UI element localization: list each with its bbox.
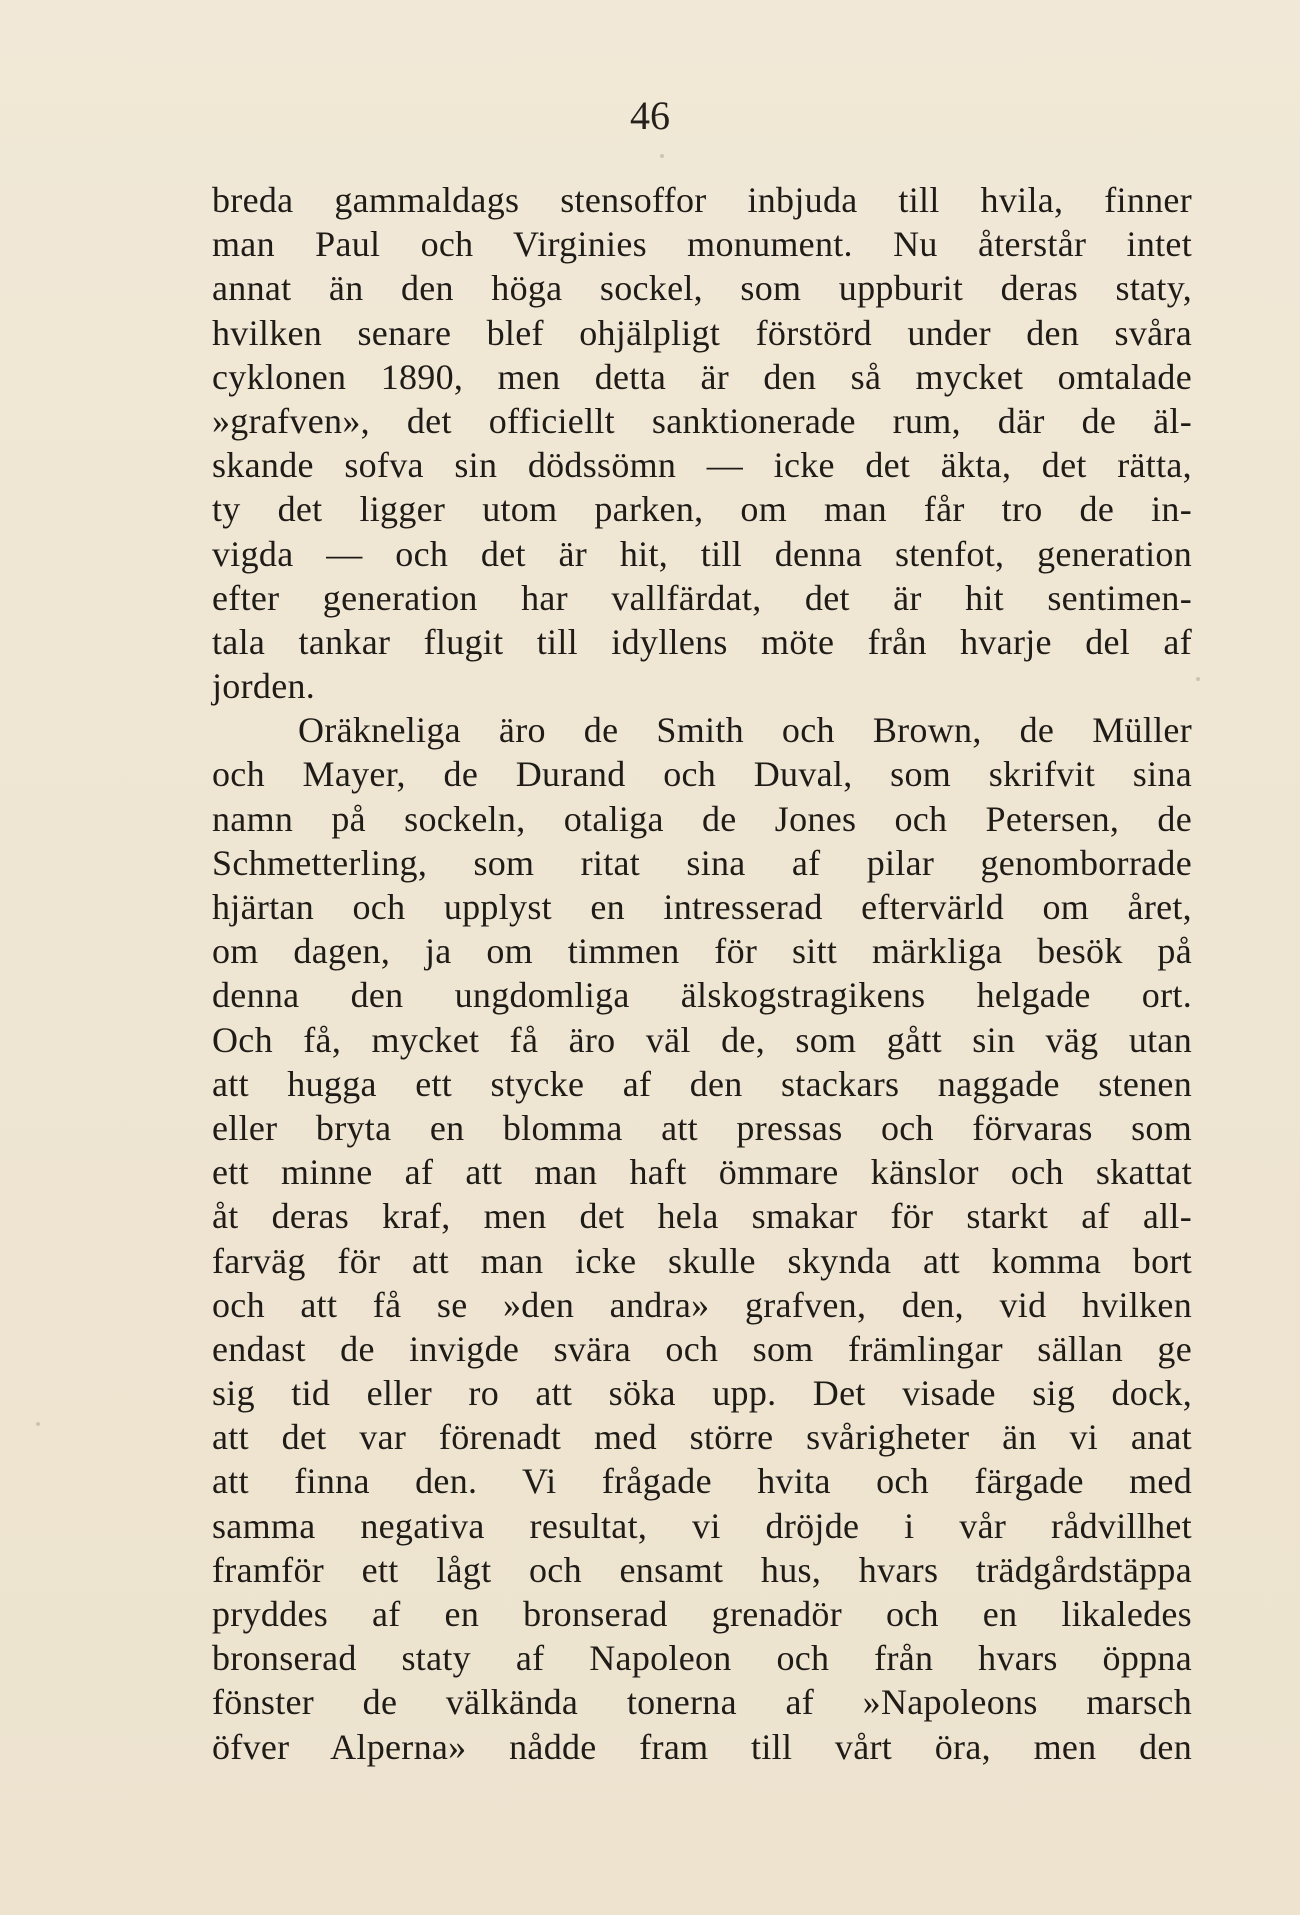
text-line: bronserad staty af Napoleon och från hvars öppna (212, 1638, 1192, 1679)
text-line: att hugga ett stycke af den stackars naggade stenen (212, 1063, 1192, 1104)
page-number: 46 (630, 93, 670, 138)
text-line: ett minne af att man haft ömmare känslor och skattat (212, 1152, 1192, 1193)
text-line: annat än den höga sockel, som uppburit deras staty, (212, 268, 1192, 309)
text-line: hjärtan och upplyst en intresserad eftervärld om året, (212, 887, 1192, 927)
text-line: och att få se »den andra» grafven, den, vid hvilken (212, 1284, 1192, 1325)
text-line: endast de invigde svära och som främlingar sällan ge (212, 1328, 1192, 1369)
paper-fleck (660, 154, 664, 158)
paper-fleck (36, 1422, 40, 1426)
text-line: fönster de välkända tonerna af »Napoleons marsch (212, 1682, 1192, 1723)
text-line: pryddes af en bronserad grenadör och en likaledes (212, 1594, 1192, 1634)
text-line: om dagen, ja om timmen för sitt märkliga besök på (212, 931, 1192, 972)
text-line: jorden. (212, 666, 316, 707)
text-line: farväg för att man icke skulle skynda att komma bort (212, 1240, 1192, 1281)
text-line: Schmetterling, som ritat sina af pilar genomborrade (212, 842, 1192, 883)
paper-fleck (1196, 677, 1200, 681)
text-line: tala tankar flugit till idyllens möte från hvarje del af (212, 621, 1192, 662)
text-line: man Paul och Virginies monument. Nu återstår intet (212, 224, 1192, 265)
text-line: Och få, mycket få äro väl de, som gått sin väg utan (212, 1019, 1192, 1060)
text-line: cyklonen 1890, men detta är den så mycket omtalade (212, 356, 1192, 397)
text-line: efter generation har vallfärdat, det är hit sentimen- (212, 577, 1192, 618)
text-line: öfver Alperna» nådde fram till vårt öra, men den (212, 1726, 1192, 1767)
text-line: samma negativa resultat, vi dröjde i vår rådvillhet (212, 1505, 1192, 1546)
text-line: ty det ligger utom parken, om man får tro de in- (212, 489, 1192, 530)
text-line: och Mayer, de Durand och Duval, som skrifvit sina (212, 754, 1192, 795)
text-line: breda gammaldags stensoffor inbjuda till hvila, finner (212, 180, 1192, 220)
text-line: hvilken senare blef ohjälpligt förstörd under den svåra (212, 312, 1192, 353)
text-line: att finna den. Vi frågade hvita och färgade med (212, 1461, 1192, 1502)
body-text (212, 178, 1192, 1769)
text-line: skande sofva sin dödssömn — icke det äkta, det rätta, (212, 445, 1192, 486)
text-line: sig tid eller ro att söka upp. Det visade sig dock, (212, 1373, 1192, 1414)
text-line: Oräkneliga äro de Smith och Brown, de Müller (298, 710, 1192, 751)
text-line: vigda — och det är hit, till denna stenfot, generation (212, 533, 1192, 574)
text-line: eller bryta en blomma att pressas och förvaras som (212, 1107, 1192, 1148)
text-line: namn på sockeln, otaliga de Jones och Petersen, de (212, 798, 1192, 839)
text-line: framför ett lågt och ensamt hus, hvars trädgårdstäppa (212, 1549, 1192, 1590)
text-line: att det var förenadt med större svårigheter än vi anat (212, 1417, 1192, 1458)
text-line: »grafven», det officiellt sanktionerade rum, där de äl- (212, 400, 1192, 441)
text-line: denna den ungdomliga älskogstragikens helgade ort. (212, 975, 1192, 1016)
text-line: åt deras kraf, men det hela smakar för starkt af all- (212, 1196, 1192, 1237)
